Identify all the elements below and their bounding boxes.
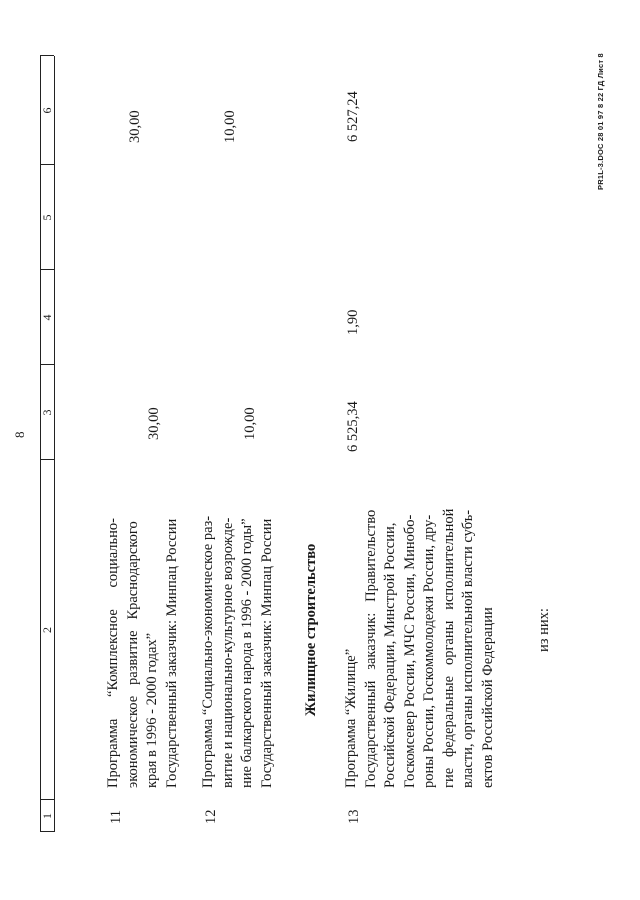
column-number: 6 [40,107,54,114]
description-line: Программа “Социально-экономическое раз- [200,515,216,788]
description-line: края в 1996 - 2000 годах” [144,632,160,788]
row-description [104,458,182,788]
description-line: витие и национально-культурное возрожде- [219,517,236,788]
description-line: Государственный заказчик: Правительство [362,509,379,788]
section-heading: Жилищное строительство [303,543,319,717]
cell-col3: 30,00 [146,407,162,440]
description-line: власти, органы исполнительной власти субъ- [460,509,476,788]
cell-col3: 6 525,34 [345,401,361,452]
description-line: ние балкарского народа в 1996 - 2000 годы” [239,518,255,788]
column-number: 5 [40,214,54,221]
row-number: 13 [346,809,362,824]
description-line: Государственный заказчик: Минпац России [163,518,180,788]
table-header-border [54,56,55,832]
page-number: 8 [12,431,27,438]
cell-col6: 30,00 [127,110,143,143]
description-line: Программа “Комплексное социально- [105,518,121,788]
row-number: 12 [203,809,219,824]
description-line: гие федеральные органы исполнительной [440,508,457,788]
description-line: Российской Федерации, Минстрой России, [382,522,398,788]
row-description [199,458,277,788]
description-line: экономическое развитие Краснодарского [124,521,141,788]
row-number: 11 [108,810,124,824]
column-number: 2 [40,627,54,633]
column-number: 1 [40,813,54,819]
cell-col3: 10,00 [242,407,258,440]
description-line: ектов Российской Федерации [479,607,496,788]
description-line: Государственный заказчик: Минпац России [258,518,275,788]
page-footer: PR1L-3.DOC 28 01 97 8 22 ГД Лист 8 [596,53,605,190]
description-line: Госкомсевер России, МЧС России, Минобо- [401,514,418,788]
row-description [342,458,498,788]
column-number: 3 [40,409,54,416]
cell-col4: 1,90 [345,309,361,335]
cell-col6: 6 527,24 [345,91,361,142]
cell-col6: 10,00 [222,110,238,143]
description-line: роны России, Госкоммолодежи России, дру- [421,514,437,788]
subheading: из них: [536,608,552,652]
description-line: Программа “Жилище” [343,648,359,788]
column-number: 4 [40,314,54,321]
